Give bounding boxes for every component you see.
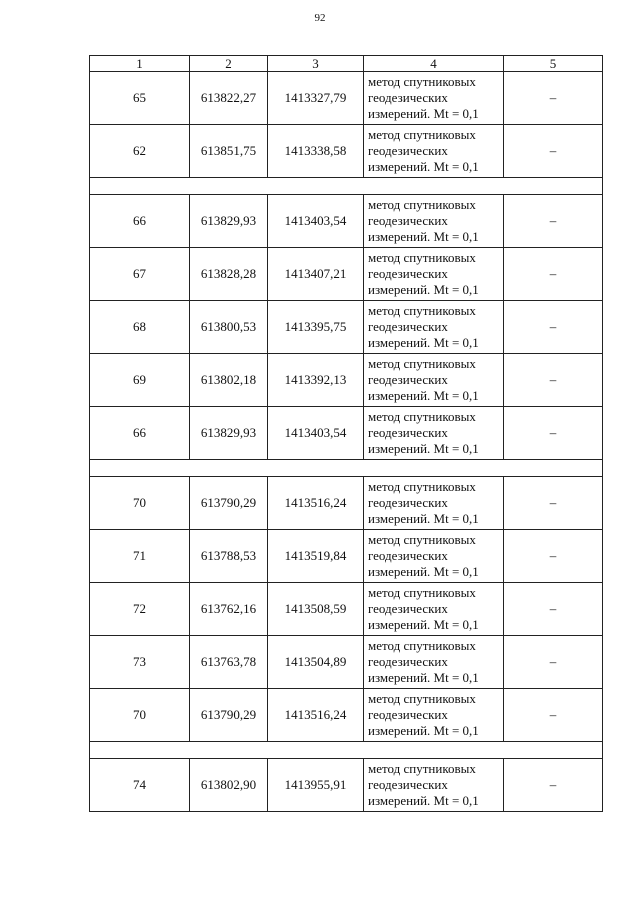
dash-cell: – (504, 72, 603, 125)
method-line: геодезических (368, 654, 448, 669)
method-line: измерений. Mt = 0,1 (368, 282, 479, 297)
dash-cell: – (504, 301, 603, 354)
table-row (90, 301, 603, 354)
x-coordinate-cell: 613790,29 (190, 477, 268, 530)
method-cell (364, 759, 504, 812)
method-line: геодезических (368, 495, 448, 510)
method-line: измерений. Mt = 0,1 (368, 511, 479, 526)
page-number: 92 (314, 12, 326, 24)
y-coordinate-cell: 1413516,24 (268, 477, 364, 530)
dash-cell: – (504, 636, 603, 689)
dash-cell: – (504, 195, 603, 248)
method-line: измерений. Mt = 0,1 (368, 723, 479, 738)
method-line: метод спутниковых (368, 303, 476, 318)
method-cell (364, 248, 504, 301)
x-coordinate-cell: 613800,53 (190, 301, 268, 354)
y-coordinate-cell: 1413338,58 (268, 125, 364, 178)
dash-cell: – (504, 407, 603, 460)
y-coordinate-cell: 1413516,24 (268, 689, 364, 742)
table-row (90, 407, 603, 460)
dash-cell: – (504, 477, 603, 530)
method-line: измерений. Mt = 0,1 (368, 670, 479, 685)
point-id-cell: 68 (90, 301, 190, 354)
method-cell (364, 583, 504, 636)
method-line: метод спутниковых (368, 127, 476, 142)
separator-row (90, 178, 603, 195)
method-cell (364, 530, 504, 583)
y-coordinate-cell: 1413407,21 (268, 248, 364, 301)
method-line: метод спутниковых (368, 479, 476, 494)
table-row (90, 72, 603, 125)
x-coordinate-cell: 613802,90 (190, 759, 268, 812)
method-line: геодезических (368, 319, 448, 334)
point-id-cell: 72 (90, 583, 190, 636)
table-header-row (90, 56, 603, 72)
method-line: метод спутниковых (368, 197, 476, 212)
method-line: геодезических (368, 548, 448, 563)
separator-row (90, 460, 603, 477)
point-id-cell: 73 (90, 636, 190, 689)
point-id-cell: 70 (90, 689, 190, 742)
table-row (90, 354, 603, 407)
x-coordinate-cell: 613851,75 (190, 125, 268, 178)
method-cell (364, 689, 504, 742)
dash-cell: – (504, 125, 603, 178)
method-cell (364, 125, 504, 178)
method-line: метод спутниковых (368, 74, 476, 89)
method-line: измерений. Mt = 0,1 (368, 335, 479, 350)
separator-row (90, 742, 603, 759)
method-line: геодезических (368, 266, 448, 281)
y-coordinate-cell: 1413392,13 (268, 354, 364, 407)
x-coordinate-cell: 613802,18 (190, 354, 268, 407)
method-line: геодезических (368, 90, 448, 105)
table-row (90, 636, 603, 689)
method-line: метод спутниковых (368, 691, 476, 706)
point-id-cell: 66 (90, 195, 190, 248)
method-cell (364, 195, 504, 248)
table-body (90, 72, 603, 812)
method-cell (364, 636, 504, 689)
y-coordinate-cell: 1413327,79 (268, 72, 364, 125)
method-line: измерений. Mt = 0,1 (368, 229, 479, 244)
table-row (90, 125, 603, 178)
method-line: метод спутниковых (368, 250, 476, 265)
x-coordinate-cell: 613828,28 (190, 248, 268, 301)
point-id-cell: 74 (90, 759, 190, 812)
y-coordinate-cell: 1413403,54 (268, 407, 364, 460)
x-coordinate-cell: 613822,27 (190, 72, 268, 125)
method-line: измерений. Mt = 0,1 (368, 793, 479, 808)
point-id-cell: 65 (90, 72, 190, 125)
dash-cell: – (504, 583, 603, 636)
y-coordinate-cell: 1413508,59 (268, 583, 364, 636)
table-row (90, 530, 603, 583)
separator-cell (90, 178, 603, 195)
y-coordinate-cell: 1413395,75 (268, 301, 364, 354)
column-header-1: 1 (90, 56, 190, 72)
dash-cell: – (504, 689, 603, 742)
separator-cell (90, 460, 603, 477)
method-line: измерений. Mt = 0,1 (368, 441, 479, 456)
method-line: метод спутниковых (368, 761, 476, 776)
x-coordinate-cell: 613829,93 (190, 407, 268, 460)
method-line: измерений. Mt = 0,1 (368, 564, 479, 579)
method-line: измерений. Mt = 0,1 (368, 388, 479, 403)
point-id-cell: 67 (90, 248, 190, 301)
point-id-cell: 69 (90, 354, 190, 407)
x-coordinate-cell: 613763,78 (190, 636, 268, 689)
dash-cell: – (504, 530, 603, 583)
method-line: измерений. Mt = 0,1 (368, 106, 479, 121)
point-id-cell: 70 (90, 477, 190, 530)
method-line: геодезических (368, 777, 448, 792)
method-cell (364, 407, 504, 460)
method-cell (364, 477, 504, 530)
column-header-3: 3 (268, 56, 364, 72)
column-header-2: 2 (190, 56, 268, 72)
y-coordinate-cell: 1413955,91 (268, 759, 364, 812)
y-coordinate-cell: 1413504,89 (268, 636, 364, 689)
point-id-cell: 66 (90, 407, 190, 460)
table-row (90, 248, 603, 301)
point-id-cell: 71 (90, 530, 190, 583)
method-line: геодезических (368, 143, 448, 158)
method-line: геодезических (368, 372, 448, 387)
method-cell (364, 301, 504, 354)
method-line: метод спутниковых (368, 356, 476, 371)
dash-cell: – (504, 354, 603, 407)
method-line: метод спутниковых (368, 585, 476, 600)
table-row (90, 759, 603, 812)
method-line: метод спутниковых (368, 638, 476, 653)
y-coordinate-cell: 1413519,84 (268, 530, 364, 583)
method-line: геодезических (368, 601, 448, 616)
separator-cell (90, 742, 603, 759)
coordinates-table (89, 55, 603, 812)
column-header-4: 4 (364, 56, 504, 72)
x-coordinate-cell: 613762,16 (190, 583, 268, 636)
x-coordinate-cell: 613788,53 (190, 530, 268, 583)
dash-cell: – (504, 759, 603, 812)
method-cell (364, 72, 504, 125)
method-line: геодезических (368, 425, 448, 440)
method-line: метод спутниковых (368, 409, 476, 424)
column-header-5: 5 (504, 56, 603, 72)
dash-cell: – (504, 248, 603, 301)
method-line: метод спутниковых (368, 532, 476, 547)
method-line: геодезических (368, 213, 448, 228)
table-row (90, 583, 603, 636)
method-cell (364, 354, 504, 407)
method-line: геодезических (368, 707, 448, 722)
method-line: измерений. Mt = 0,1 (368, 159, 479, 174)
point-id-cell: 62 (90, 125, 190, 178)
x-coordinate-cell: 613790,29 (190, 689, 268, 742)
y-coordinate-cell: 1413403,54 (268, 195, 364, 248)
table-row (90, 689, 603, 742)
x-coordinate-cell: 613829,93 (190, 195, 268, 248)
method-line: измерений. Mt = 0,1 (368, 617, 479, 632)
table-row (90, 195, 603, 248)
table-row (90, 477, 603, 530)
